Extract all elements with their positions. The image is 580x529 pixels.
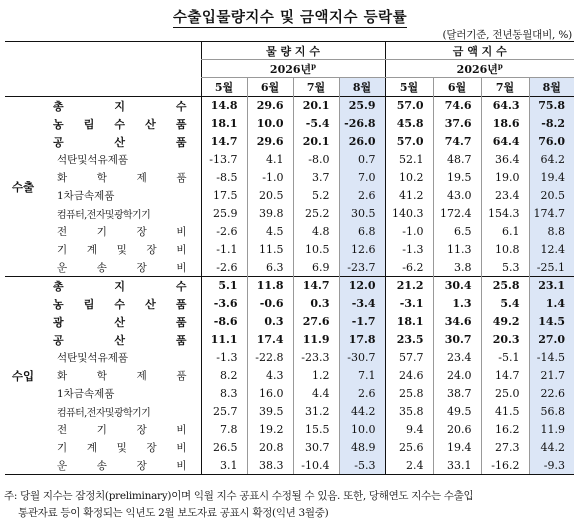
table-cell: 1.4 xyxy=(529,295,574,313)
table-cell: 74.7 xyxy=(433,133,481,151)
table-cell: 0.7 xyxy=(339,151,385,169)
table-cell: -2.6 xyxy=(201,223,247,241)
table-row xyxy=(5,277,574,295)
row-label: 운 송 장 비 xyxy=(57,261,187,274)
table-cell: 14.7 xyxy=(201,133,247,151)
table-cell: 12.6 xyxy=(339,241,385,259)
table-cell: 20.3 xyxy=(481,331,529,349)
table-cell: 49.2 xyxy=(481,313,529,331)
table-cell: 30.4 xyxy=(433,277,481,295)
table-cell: 49.5 xyxy=(433,403,481,421)
table-cell: -13.7 xyxy=(201,151,247,169)
table-cell: -8.5 xyxy=(201,169,247,187)
row-label: 광 산 품 xyxy=(53,315,187,329)
table-cell: 11.9 xyxy=(293,331,339,349)
table-cell: 38.3 xyxy=(247,457,293,475)
table-cell: 6.1 xyxy=(481,223,529,241)
table-row xyxy=(5,439,574,457)
table-cell: 11.9 xyxy=(529,421,574,439)
table-row xyxy=(5,187,574,205)
table-cell: 25.0 xyxy=(481,385,529,403)
table-cell: 23.5 xyxy=(385,331,433,349)
page-title: 수출입물량지수 및 금액지수 등락률 xyxy=(172,9,408,26)
month-header: 5월 xyxy=(385,78,433,97)
row-label: 총 지 수 xyxy=(53,279,187,293)
table-cell: -1.0 xyxy=(247,169,293,187)
table-cell: 6.8 xyxy=(339,223,385,241)
table-cell: -3.6 xyxy=(201,295,247,313)
table-cell: -14.5 xyxy=(529,349,574,367)
table-cell: 18.1 xyxy=(385,313,433,331)
table-cell: -8.6 xyxy=(201,313,247,331)
table-row xyxy=(5,457,574,475)
table-cell: 20.5 xyxy=(247,187,293,205)
table-cell: -1.3 xyxy=(385,241,433,259)
table-cell: 6.9 xyxy=(293,259,339,277)
month-header: 8월 xyxy=(529,78,574,97)
table-cell: 14.7 xyxy=(481,367,529,385)
row-label: 화 학 제 품 xyxy=(57,172,187,184)
table-cell: -1.0 xyxy=(385,223,433,241)
table-cell: 48.7 xyxy=(433,151,481,169)
table-cell: 43.0 xyxy=(433,187,481,205)
table-cell: 0.3 xyxy=(293,295,339,313)
table-cell: 172.4 xyxy=(433,205,481,223)
index-table xyxy=(5,41,574,475)
table-cell: 25.6 xyxy=(385,439,433,457)
month-header: 8월 xyxy=(339,78,385,97)
table-cell: 57.0 xyxy=(385,97,433,115)
footnote-line-1: 주: 당월 지수는 잠정치(preliminary)이며 익월 지수 공표시 수정될 수 있음. 또한, 당해연도 지수는 수출입 xyxy=(4,490,474,502)
row-label: 1차금속제품 xyxy=(57,190,115,202)
row-label: 총 지 수 xyxy=(53,99,187,113)
table-cell: 19.5 xyxy=(433,169,481,187)
table-cell: 17.4 xyxy=(247,331,293,349)
table-cell: 74.6 xyxy=(433,97,481,115)
table-cell: 19.4 xyxy=(529,169,574,187)
table-row xyxy=(5,385,574,403)
table-cell: 24.6 xyxy=(385,367,433,385)
table-cell: 22.6 xyxy=(529,385,574,403)
table-cell: 9.4 xyxy=(385,421,433,439)
unit-note: (달러기준, 전년동월대비, %) xyxy=(442,29,572,41)
table-cell: 25.2 xyxy=(293,205,339,223)
table-cell: 41.2 xyxy=(385,187,433,205)
table-cell: -0.6 xyxy=(247,295,293,313)
table-cell: 44.2 xyxy=(339,403,385,421)
table-cell: 34.6 xyxy=(433,313,481,331)
table-cell: -9.3 xyxy=(529,457,574,475)
row-label: 석탄및석유제품 xyxy=(57,352,129,364)
table-cell: 27.0 xyxy=(529,331,574,349)
table-cell: 23.4 xyxy=(433,349,481,367)
table-cell: 30.7 xyxy=(433,331,481,349)
row-label: 컴퓨터,전자및광학기기 xyxy=(57,210,151,221)
table-row xyxy=(5,349,574,367)
table-cell: 11.5 xyxy=(247,241,293,259)
row-label: 기 계 및 장 비 xyxy=(57,442,187,454)
table-cell: -30.7 xyxy=(339,349,385,367)
table-cell: -23.7 xyxy=(339,259,385,277)
table-cell: 25.8 xyxy=(385,385,433,403)
table-cell: 44.2 xyxy=(529,439,574,457)
table-cell: 26.5 xyxy=(201,439,247,457)
table-cell: 41.5 xyxy=(481,403,529,421)
table-cell: 19.0 xyxy=(481,169,529,187)
table-cell: 15.5 xyxy=(293,421,339,439)
table-cell: 5.2 xyxy=(293,187,339,205)
footnote xyxy=(4,488,576,522)
table-row xyxy=(5,331,574,349)
table-cell: -10.4 xyxy=(293,457,339,475)
table-cell: 20.1 xyxy=(293,133,339,151)
footnote-line-2: 통관자료 등이 확정되는 익년도 2월 보도자료 공표시 확정(익년 3월중) xyxy=(18,507,329,519)
table-cell: 19.4 xyxy=(433,439,481,457)
table-cell: 2.6 xyxy=(339,385,385,403)
table-cell: 37.6 xyxy=(433,115,481,133)
table-cell: -16.2 xyxy=(481,457,529,475)
table-cell: 23.1 xyxy=(529,277,574,295)
table-cell: 11.1 xyxy=(201,331,247,349)
table-cell: 4.4 xyxy=(293,385,339,403)
table-row xyxy=(5,313,574,331)
table-cell: 4.1 xyxy=(247,151,293,169)
table-cell: 64.2 xyxy=(529,151,574,169)
table-cell: -3.1 xyxy=(385,295,433,313)
table-cell: 17.5 xyxy=(201,187,247,205)
table-cell: -25.1 xyxy=(529,259,574,277)
table-cell: 20.5 xyxy=(529,187,574,205)
table-cell: 7.1 xyxy=(339,367,385,385)
table-row xyxy=(5,421,574,439)
row-label: 기 계 및 장 비 xyxy=(57,244,187,256)
table-cell: 6.3 xyxy=(247,259,293,277)
table-cell: 12.4 xyxy=(529,241,574,259)
table-cell: -26.8 xyxy=(339,115,385,133)
table-cell: 10.0 xyxy=(247,115,293,133)
month-header: 7월 xyxy=(481,78,529,97)
table-cell: 27.3 xyxy=(481,439,529,457)
table-cell: 29.6 xyxy=(247,97,293,115)
table-cell: 20.1 xyxy=(293,97,339,115)
table-cell: 25.9 xyxy=(339,97,385,115)
corner-cell xyxy=(5,42,201,97)
table-cell: -3.4 xyxy=(339,295,385,313)
table-cell: 56.8 xyxy=(529,403,574,421)
table-cell: 21.2 xyxy=(385,277,433,295)
table-cell: 0.3 xyxy=(247,313,293,331)
table-cell: 4.3 xyxy=(247,367,293,385)
table-cell: 25.8 xyxy=(481,277,529,295)
table-cell: -1.3 xyxy=(201,349,247,367)
table-cell: 19.2 xyxy=(247,421,293,439)
table-cell: 1.3 xyxy=(433,295,481,313)
table-cell: 26.0 xyxy=(339,133,385,151)
table-cell: 3.8 xyxy=(433,259,481,277)
table-cell: 3.1 xyxy=(201,457,247,475)
table-cell: -6.2 xyxy=(385,259,433,277)
table-cell: 57.0 xyxy=(385,133,433,151)
table-cell: 64.3 xyxy=(481,97,529,115)
row-label: 운 송 장 비 xyxy=(41,457,201,475)
table-cell: 5.1 xyxy=(201,277,247,295)
table-cell: 4.8 xyxy=(293,223,339,241)
month-header: 6월 xyxy=(433,78,481,97)
table-cell: 23.4 xyxy=(481,187,529,205)
row-label: 1차금속제품 xyxy=(57,388,115,400)
table-cell: 12.0 xyxy=(339,277,385,295)
table-cell: 76.0 xyxy=(529,133,574,151)
table-row xyxy=(5,241,574,259)
row-label: 농 림 수 산 품 xyxy=(53,117,187,131)
table-cell: -8.2 xyxy=(529,115,574,133)
table-cell: 11.3 xyxy=(433,241,481,259)
row-label: 공 산 품 xyxy=(53,333,187,347)
table-row xyxy=(5,115,574,133)
table-row xyxy=(5,133,574,151)
table-cell: 14.5 xyxy=(529,313,574,331)
value-year: 2026년$^p$ xyxy=(385,60,574,78)
table-row xyxy=(5,259,574,277)
table-cell: 154.3 xyxy=(481,205,529,223)
table-cell: 11.8 xyxy=(247,277,293,295)
table-cell: 31.2 xyxy=(293,403,339,421)
table-cell: 25.7 xyxy=(201,403,247,421)
table-cell: 7.8 xyxy=(201,421,247,439)
table-cell: -22.8 xyxy=(247,349,293,367)
table-cell: 29.6 xyxy=(247,133,293,151)
table-cell: 5.3 xyxy=(481,259,529,277)
table-cell: 17.8 xyxy=(339,331,385,349)
row-label: 공 산 품 xyxy=(53,135,187,149)
table-cell: 10.5 xyxy=(293,241,339,259)
table-row xyxy=(5,403,574,421)
row-label: 농 림 수 산 품 xyxy=(53,297,187,311)
table-cell: 30.7 xyxy=(293,439,339,457)
table-cell: 45.8 xyxy=(385,115,433,133)
row-label: 석탄및석유제품 xyxy=(57,154,129,166)
table-cell: 64.4 xyxy=(481,133,529,151)
table-cell: 18.6 xyxy=(481,115,529,133)
table-cell: 21.7 xyxy=(529,367,574,385)
table-cell: -5.3 xyxy=(339,457,385,475)
import-group-label: 수입 xyxy=(5,277,41,475)
table-cell: 6.5 xyxy=(433,223,481,241)
table-cell: 20.6 xyxy=(433,421,481,439)
table-cell: 5.4 xyxy=(481,295,529,313)
table-cell: 10.8 xyxy=(481,241,529,259)
table-cell: 25.9 xyxy=(201,205,247,223)
row-label: 전 기 장 비 xyxy=(57,424,187,436)
table-cell: 33.1 xyxy=(433,457,481,475)
table-cell: 14.7 xyxy=(293,277,339,295)
table-cell: 57.7 xyxy=(385,349,433,367)
row-label: 전 기 장 비 xyxy=(57,226,187,238)
table-cell: -1.7 xyxy=(339,313,385,331)
table-cell: 39.5 xyxy=(247,403,293,421)
table-cell: -5.4 xyxy=(293,115,339,133)
table-cell: 7.0 xyxy=(339,169,385,187)
table-cell: 14.8 xyxy=(201,97,247,115)
table-cell: 52.1 xyxy=(385,151,433,169)
month-header: 5월 xyxy=(201,78,247,97)
table-row xyxy=(5,223,574,241)
table-cell: -1.1 xyxy=(201,241,247,259)
table-row xyxy=(5,97,574,115)
table-row xyxy=(5,205,574,223)
table-cell: -8.0 xyxy=(293,151,339,169)
month-header: 7월 xyxy=(293,78,339,97)
table-cell: 174.7 xyxy=(529,205,574,223)
table-cell: 3.7 xyxy=(293,169,339,187)
table-cell: 16.0 xyxy=(247,385,293,403)
volume-year: 2026년$^p$ xyxy=(201,60,385,78)
table-row xyxy=(5,295,574,313)
volume-header: 물 량 지 수 xyxy=(201,42,385,60)
table-cell: 75.8 xyxy=(529,97,574,115)
table-cell: -5.1 xyxy=(481,349,529,367)
table-row xyxy=(5,151,574,169)
table-cell: 8.8 xyxy=(529,223,574,241)
table-cell: 48.9 xyxy=(339,439,385,457)
table-cell: 35.8 xyxy=(385,403,433,421)
table-cell: 8.3 xyxy=(201,385,247,403)
table-cell: 10.2 xyxy=(385,169,433,187)
month-header: 6월 xyxy=(247,78,293,97)
table-cell: 140.3 xyxy=(385,205,433,223)
table-cell: 18.1 xyxy=(201,115,247,133)
table-cell: -23.3 xyxy=(293,349,339,367)
table-cell: 24.0 xyxy=(433,367,481,385)
export-group-label: 수출 xyxy=(11,179,35,194)
row-label: 컴퓨터,전자및광학기기 xyxy=(57,408,151,419)
table-cell: 39.8 xyxy=(247,205,293,223)
table-cell: 4.5 xyxy=(247,223,293,241)
table-cell: 30.5 xyxy=(339,205,385,223)
table-cell: 2.4 xyxy=(385,457,433,475)
table-cell: 1.2 xyxy=(293,367,339,385)
table-cell: 16.2 xyxy=(481,421,529,439)
value-header: 금 액 지 수 xyxy=(385,42,574,60)
table-cell: 20.8 xyxy=(247,439,293,457)
table-cell: 38.7 xyxy=(433,385,481,403)
table-cell: 36.4 xyxy=(481,151,529,169)
table-cell: 2.6 xyxy=(339,187,385,205)
table-row xyxy=(5,169,574,187)
table-cell: 8.2 xyxy=(201,367,247,385)
table-cell: 27.6 xyxy=(293,313,339,331)
table-cell: 10.0 xyxy=(339,421,385,439)
row-label: 화 학 제 품 xyxy=(57,370,187,382)
table-cell: -2.6 xyxy=(201,259,247,277)
table-row xyxy=(5,367,574,385)
